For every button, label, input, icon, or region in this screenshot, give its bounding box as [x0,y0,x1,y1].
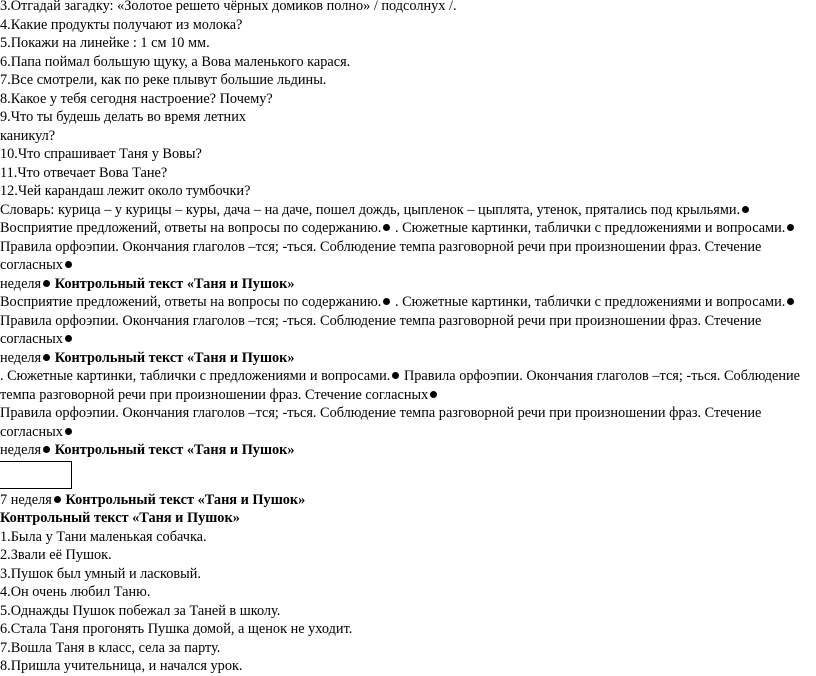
question-line: 4.Какие продукты получают из молока? [0,16,243,33]
bullet-icon [65,428,72,435]
story-line: 7.Вошла Таня в класс, села за парту. [0,639,221,656]
bullet-icon [383,224,390,231]
bullet-icon [787,298,794,305]
vocab-paragraph [0,201,816,275]
topic-title: Контрольный текст «Таня и Пушок» [54,349,295,366]
methods-paragraph [0,404,816,441]
bullet-icon [43,280,50,287]
story-line: 6.Стала Таня прогонять Пушка домой, а щенок не уходит. [0,621,353,637]
vocab-seg1: Восприятие предложений, ответы на вопросы по содержанию. [0,220,382,236]
topic-title: Контрольный текст «Таня и Пушок» [54,442,295,458]
question-line: 6.Папа поймал большую щуку, а Вова маленького карася. [0,53,351,70]
topic-title: Контрольный текст «Таня и Пушок» [54,275,295,292]
bullet-icon [742,206,749,213]
methods-seg2: Правила орфоэпии. Окончания глаголов –тся; -ться. Соблюдение темпа разговорной речи при произношении фраз. Стечение согласных [0,368,800,403]
question-line: 5.Покажи на линейке : 1 см 10 мм. [0,35,210,51]
week-topic-line [0,275,816,294]
question-line: 3.Отгадай загадку: «Золотое решето чёрных домиков полно» / подсолнух /. [0,0,457,14]
week-topic-line [0,349,816,368]
question-line: 9.Что ты будешь делать во время летних [0,109,246,125]
methods-seg2: . Сюжетные картинки, таблички с предложениями и вопросами. [391,294,786,310]
bullet-icon [383,298,390,305]
bullet-icon [43,446,50,453]
week-label: неделя [0,349,42,366]
methods-seg1: . Сюжетные картинки, таблички с предложениями и вопросами. [0,368,391,384]
question-line: 11.Что отвечает Вова Тане? [0,164,168,181]
story-line: 5.Однажды Пушок побежал за Таней в школу. [0,602,281,619]
story-line: 3.Пушок был умный и ласковый. [0,565,201,582]
story-line: 4.Он очень любил Таню. [0,584,151,600]
story-line: 2.Звали её Пушок. [0,547,112,563]
bullet-icon [430,391,437,398]
week-topic-line [0,441,816,460]
vocab-seg3: Правила орфоэпии. Окончания глаголов –тся; -ться. Соблюдение темпа разговорной речи при произношении фраз. Стечение согласных [0,238,762,273]
week7-label: 7 неделя [0,491,52,508]
bullet-icon [65,335,72,342]
week-label: неделя [0,442,42,458]
bullet-icon [392,372,399,379]
questions-list [0,0,816,201]
bullet-icon [43,354,50,361]
methods-paragraph [0,293,816,349]
story-title: Контрольный текст «Таня и Пушок» [0,510,240,526]
vocab-text: Словарь: курица – у курицы – куры, дача – на даче, пошел дождь, цыпленок – цыплята, утенок, прятались под крыльями. [0,201,741,218]
methods-seg1: Восприятие предложений, ответы на вопросы по содержанию. [0,294,382,310]
methods-paragraph [0,367,816,404]
question-line: 8.Какое у тебя сегодня настроение? Почему? [0,90,273,107]
methods-seg3: Правила орфоэпии. Окончания глаголов –тся; -ться. Соблюдение темпа разговорной речи при произношении фраз. Стечение согласных [0,312,762,347]
story-lines [0,528,816,676]
question-line: 10.Что спрашивает Таня у Вовы? [0,146,202,162]
question-line: 7.Все смотрели, как по реке плывут большие льдины. [0,72,327,88]
question-line: 12.Чей карандаш лежит около тумбочки? [0,183,251,199]
story-line: 8.Пришла учительница, и начался урок. [0,658,243,674]
topic-title: Контрольный текст «Таня и Пушок» [65,491,306,508]
story-line: 1.Была у Тани маленькая собачка. [0,528,207,545]
bullet-icon [787,224,794,231]
table-cell-box [0,461,72,489]
methods-seg1: Правила орфоэпии. Окончания глаголов –тся; -ться. Соблюдение темпа разговорной речи при произношении фраз. Стечение согласных [0,405,762,440]
vocab-seg2: . Сюжетные картинки, таблички с предложениями и вопросами. [391,220,786,236]
bullet-icon [54,496,61,503]
question-line: каникул? [0,127,56,144]
week7-line [0,491,816,510]
bullet-icon [65,261,72,268]
week-label: неделя [0,275,42,292]
